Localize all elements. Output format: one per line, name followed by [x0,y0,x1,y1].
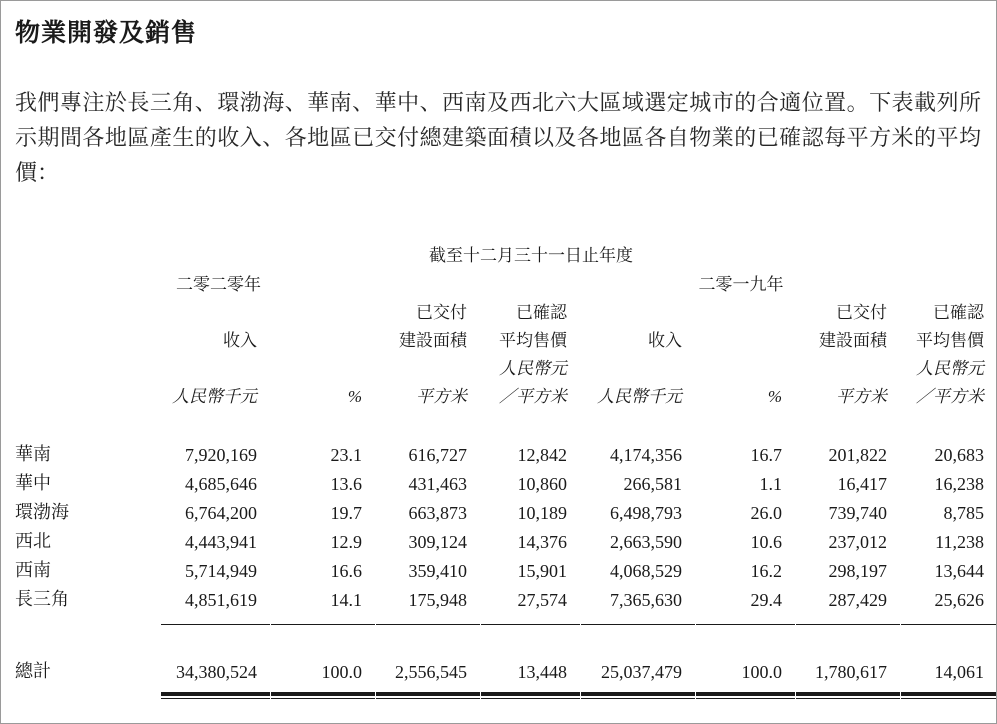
cell-pct-2020: 12.9 [330,532,362,552]
cell-gfa-2020: 616,727 [408,445,467,465]
spacer-cell [696,299,796,327]
spacer-cell [271,299,376,327]
table-row [1,437,997,466]
spacer-cell [1,411,997,437]
cell-pct-2020: 14.1 [330,590,362,610]
header-line-1 [1,299,997,327]
header-delivered-2019-line2: 建設面積 [819,331,888,350]
cell-asp-2020: 27,574 [517,590,567,610]
column-rule-rev-2020 [161,611,271,625]
cell-rev-2019: 4,068,529 [610,561,682,581]
header-recognised-2020-line2: 平均售價 [499,331,567,350]
cell-asp-2020: 12,842 [517,445,567,465]
cell-asp-2019: 13,644 [934,561,985,581]
unit-per-sqm-2020: ／平方米 [499,387,567,406]
cell-asp-2020: 10,189 [517,503,567,523]
header-delivered-2020-line2: 建設面積 [399,331,467,350]
cell-pct-2020: 13.6 [330,474,362,494]
table-row [1,495,997,524]
header-units-row [1,383,997,411]
cell-pct-2019: 16.2 [750,561,782,581]
cell-pct-2019: 26.0 [750,503,782,523]
column-rule-gfa-2020 [376,611,481,625]
cell-rev-2019: 4,174,356 [610,445,682,465]
spacer-cell [271,327,376,355]
regional-performance-table [1,241,997,699]
table-body [1,437,997,699]
spacer-cell [1,355,161,383]
column-rule-pct-2020 [271,611,376,625]
gap-row [1,625,997,651]
total-column-rule-gfa-2019 [796,683,901,699]
table-header [1,241,997,437]
cell-gfa-2020: 175,948 [408,590,467,610]
total-cell-gfa-2019: 1,780,617 [815,662,888,682]
year-label-2020: 二零二零年 [176,275,261,294]
total-cell-pct-2019: 100.0 [741,662,782,682]
cell-gfa-2020: 431,463 [408,474,467,494]
spacer-cell [1,611,161,625]
cell-gfa-2019: 237,012 [828,532,888,552]
cell-pct-2019: 10.6 [750,532,782,552]
cell-rev-2020: 4,443,941 [185,532,257,552]
region-label: 西南 [15,560,51,580]
spacer-cell [581,355,696,383]
column-rule-gfa-2019 [796,611,901,625]
cell-asp-2019: 8,785 [943,503,985,523]
spacer-cell [1,271,161,299]
total-column-rule-asp-2020 [481,683,581,699]
period-title-row [1,241,997,271]
unit-rmb-thousand-2019: 人民幣千元 [597,387,682,406]
header-revenue-2020: 收入 [223,331,257,350]
cell-rev-2019: 7,365,630 [610,590,682,610]
spacer-cell [271,355,376,383]
region-label: 環渤海 [15,502,69,522]
region-label: 西北 [15,531,51,551]
cell-gfa-2019: 298,197 [828,561,888,581]
column-rule-rev-2019 [581,611,696,625]
cell-gfa-2019: 16,417 [837,474,888,494]
total-column-rule-pct-2020 [271,683,376,699]
header-spacer-row [1,411,997,437]
unit-rmb-yuan-2019: 人民幣元 [916,359,985,378]
cell-asp-2019: 11,238 [935,532,985,552]
spacer-cell [901,271,997,299]
cell-rev-2020: 5,714,949 [185,561,257,581]
cell-gfa-2020: 359,410 [408,561,467,581]
period-title: 截至十二月三十一日止年度 [429,246,633,265]
column-rule-asp-2020 [481,611,581,625]
spacer-cell [1,383,161,411]
spacer-cell [1,241,161,271]
table-row [1,582,997,611]
cell-rev-2019: 2,663,590 [610,532,682,552]
header-delivered-2020-line1: 已交付 [416,303,467,322]
cell-gfa-2019: 739,740 [828,503,888,523]
spacer-cell [581,299,696,327]
spacer-cell [161,299,271,327]
cell-rev-2020: 6,764,200 [185,503,257,523]
header-recognised-2020-line1: 已確認 [516,303,567,322]
total-column-rule-asp-2019 [901,683,997,699]
cell-asp-2020: 10,860 [517,474,567,494]
total-cell-asp-2020: 13,448 [517,662,567,682]
total-column-rule-rev-2020 [161,683,271,699]
cell-gfa-2020: 309,124 [408,532,467,552]
spacer-cell [1,327,161,355]
header-line-3 [1,355,997,383]
region-label: 長三角 [15,589,69,609]
spacer-cell [376,355,481,383]
total-cell-gfa-2020: 2,556,545 [395,662,467,682]
subtotal-rule-row [1,611,997,625]
cell-gfa-2020: 663,873 [408,503,467,523]
spacer-cell [696,355,796,383]
unit-percent-2020: % [347,387,362,406]
cell-rev-2020: 7,920,169 [185,445,257,465]
cell-pct-2019: 1.1 [759,474,782,494]
total-cell-rev-2020: 34,380,524 [176,662,257,682]
header-recognised-2019-line2: 平均售價 [916,331,985,350]
table-row [1,553,997,582]
cell-rev-2019: 266,581 [623,474,682,494]
cell-gfa-2019: 287,429 [828,590,888,610]
total-cell-rev-2019: 25,037,479 [601,662,682,682]
spacer-cell [1,299,161,327]
spacer-cell [1,625,997,651]
cell-pct-2019: 16.7 [750,445,782,465]
region-label: 華南 [15,444,51,464]
total-row [1,651,997,683]
header-recognised-2019-line1: 已確認 [933,303,985,322]
cell-asp-2020: 15,901 [517,561,567,581]
intro-paragraph: 我們專注於長三角、環渤海、華南、華中、西南及西北六大區域選定城市的合適位置。下表載列所示期間各地區產生的收入、各地區已交付總建築面積以及各地區各自物業的已確認每平方米的平均價： [15,90,981,185]
cell-pct-2020: 19.7 [330,503,362,523]
header-revenue-2019: 收入 [648,331,682,350]
cell-pct-2020: 16.6 [330,561,362,581]
column-rule-pct-2019 [696,611,796,625]
cell-asp-2019: 20,683 [934,445,985,465]
unit-per-sqm-2019: ／平方米 [916,387,985,406]
cell-gfa-2019: 201,822 [828,445,888,465]
table-row [1,524,997,553]
unit-sqm-2020: 平方米 [416,387,467,406]
cell-asp-2019: 25,626 [934,590,985,610]
total-label: 總計 [15,661,51,681]
unit-rmb-yuan-2020: 人民幣元 [499,359,567,378]
page-title: 物業開發及銷售 [15,19,198,47]
spacer-cell [796,355,901,383]
unit-rmb-thousand-2020: 人民幣千元 [172,387,257,406]
spacer-cell [376,271,581,299]
unit-sqm-2019: 平方米 [836,387,888,406]
year-row [1,271,997,299]
cell-asp-2020: 14,376 [517,532,567,552]
spacer-cell [1,683,161,699]
cell-pct-2019: 29.4 [750,590,782,610]
header-delivered-2019-line1: 已交付 [836,303,888,322]
total-column-rule-gfa-2020 [376,683,481,699]
total-rule-row [1,683,997,699]
table-row [1,466,997,495]
total-cell-pct-2020: 100.0 [321,662,362,682]
total-cell-asp-2019: 14,061 [934,662,985,682]
cell-rev-2020: 4,685,646 [185,474,257,494]
cell-asp-2019: 16,238 [934,474,985,494]
year-label-2019: 二零一九年 [698,275,784,294]
spacer-cell [696,327,796,355]
total-column-rule-rev-2019 [581,683,696,699]
unit-percent-2019: % [767,387,782,406]
cell-pct-2020: 23.1 [330,445,362,465]
spacer-cell [161,355,271,383]
total-column-rule-pct-2019 [696,683,796,699]
region-label: 華中 [15,473,51,493]
column-rule-asp-2019 [901,611,997,625]
header-line-2 [1,327,997,355]
cell-rev-2020: 4,851,619 [185,590,257,610]
cell-rev-2019: 6,498,793 [610,503,682,523]
spacer-cell [901,241,997,271]
